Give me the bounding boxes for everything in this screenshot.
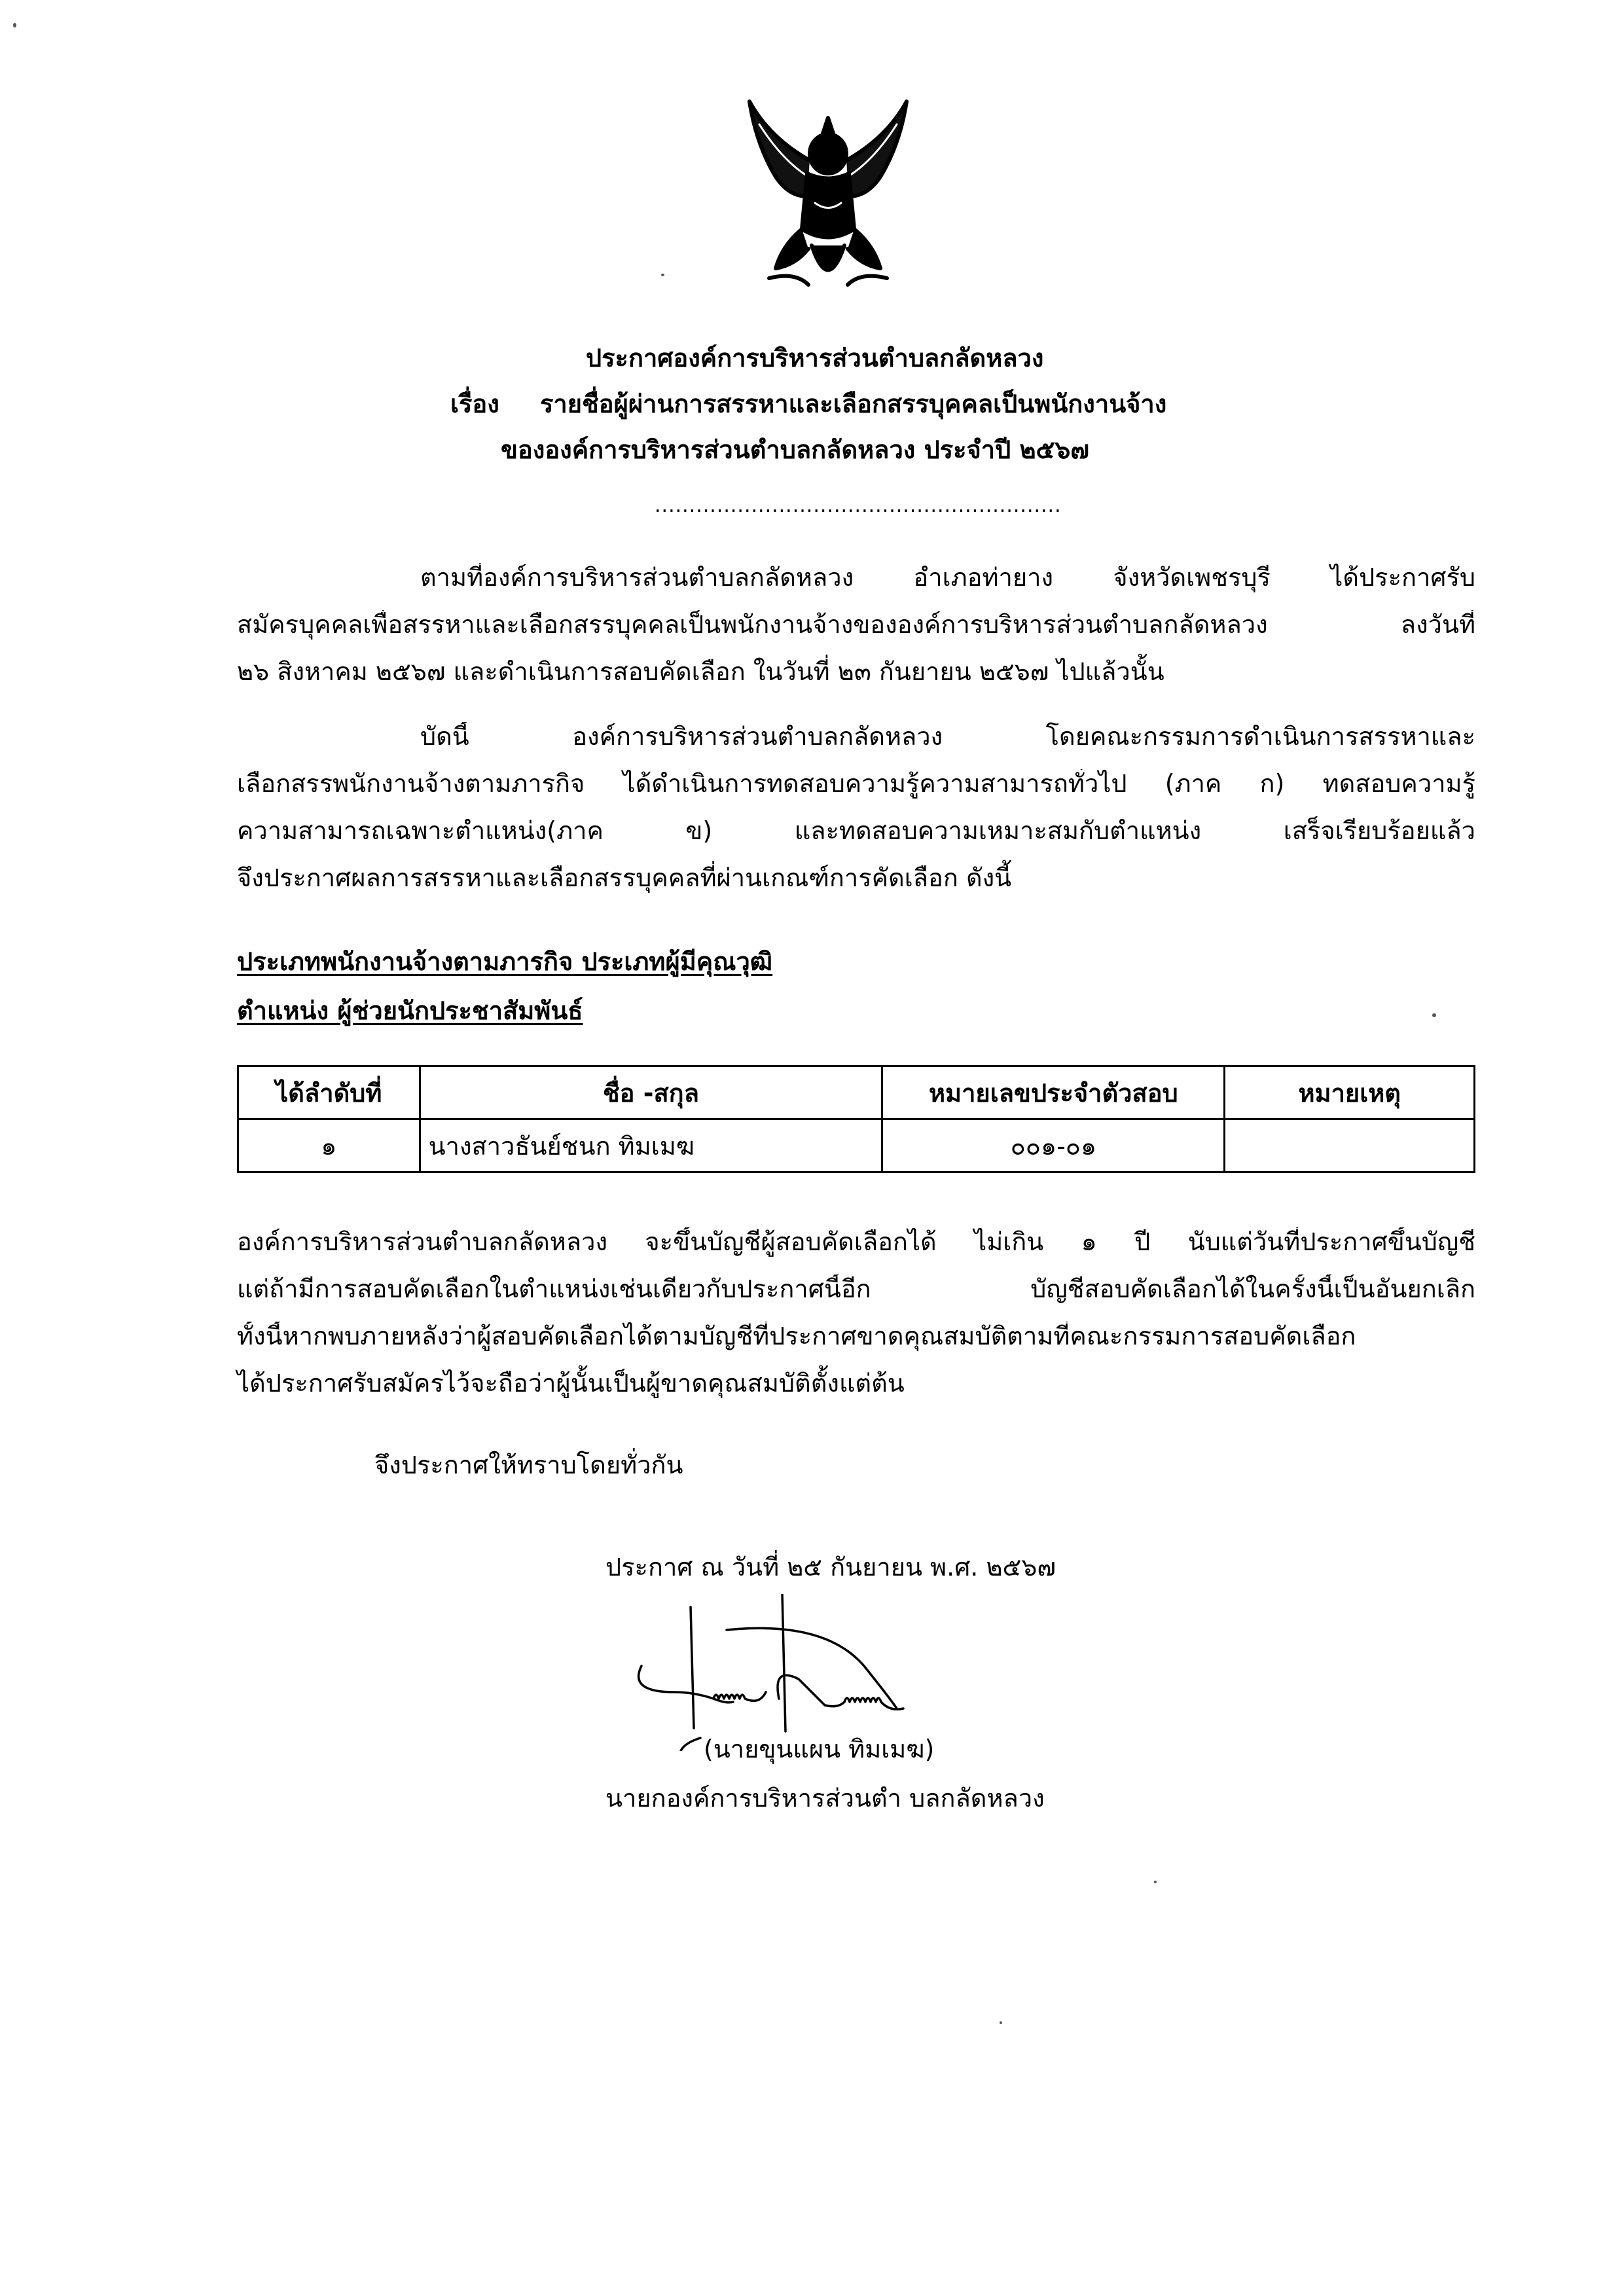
- paragraph-1-line-1: ตามที่องค์การบริหารส่วนตำบลกลัดหลวง อำเภอท่ายาง จังหวัดเพชรบุรี ได้ประกาศรับ: [420, 563, 1475, 592]
- employee-category: ประเภทพนักงานจ้างตามภารกิจ ประเภทผู้มีคุณวุฒิ: [237, 947, 773, 976]
- signature-icon: [628, 1594, 1021, 1751]
- subject-label: เรื่อง: [450, 389, 499, 418]
- results-table: [237, 1065, 1475, 1173]
- scan-speck: [1000, 2021, 1002, 2024]
- cell-name: นางสาวธันย์ชนก ทิมเมฆ: [420, 1119, 882, 1172]
- table-header-row: [238, 1066, 1475, 1119]
- cell-exam-number: ๐๐๑-๐๑: [882, 1119, 1225, 1172]
- paragraph-3-line-1: องค์การบริหารส่วนตำบลกลัดหลวง จะขึ้นบัญชีผู้สอบคัดเลือกได้ ไม่เกิน ๑ ปี นับแต่วันที่ประกาศขึ้นบัญชี: [237, 1227, 1475, 1256]
- table-row: [238, 1119, 1475, 1172]
- announcement-title: ประกาศองค์การบริหารส่วนตำบลกลัดหลวง: [586, 344, 1044, 372]
- paragraph-1-line-3: ๒๖ สิงหาคม ๒๕๖๗ และดำเนินการสอบคัดเลือก ในวันที่ ๒๓ กันยายน ๒๕๖๗ ไปแล้วนั้น: [237, 657, 1164, 686]
- scan-speck: [13, 23, 16, 27]
- separator-dots: ...........................................................: [655, 494, 1062, 517]
- closing-statement: จึงประกาศให้ทราบโดยทั่วกัน: [374, 1451, 683, 1479]
- paragraph-3-line-2: แต่ถ้ามีการสอบคัดเลือกในตำแหน่งเช่นเดียวกับประกาศนี้อีก บัญชีสอบคัดเลือกได้ในครั้งนี้เป็นอันยกเลิก: [237, 1274, 1475, 1303]
- signer-name: (นายขุนแผน ทิมเมฆ): [704, 1735, 935, 1763]
- cell-rank: ๑: [238, 1119, 420, 1172]
- paragraph-2-line-4: จึงประกาศผลการสรรหาและเลือกสรรบุคคลที่ผ่านเกณฑ์การคัดเลือก ดังนี้: [237, 863, 1012, 892]
- paragraph-2-line-3: ความสามารถเฉพาะตำแหน่ง(ภาค ข) และทดสอบความเหมาะสมกับตำแหน่ง เสร็จเรียบร้อยแล้ว: [237, 816, 1475, 845]
- paragraph-2-line-1: บัดนี้ องค์การบริหารส่วนตำบลกลัดหลวง โดยคณะกรรมการดำเนินการสรรหาและ: [420, 722, 1475, 751]
- scan-speck: [1154, 1881, 1157, 1883]
- header-note: หมายเหตุ: [1225, 1066, 1475, 1119]
- paragraph-1-line-2: สมัครบุคคลเพื่อสรรหาและเลือกสรรบุคคลเป็นพนักงานจ้างขององค์การบริหารส่วนตำบลกลัดหลวง ลงวันที่: [237, 610, 1475, 639]
- subject-line-1: รายชื่อผู้ผ่านการสรรหาและเลือกสรรบุคคลเป็นพนักงานจ้าง: [540, 389, 1167, 418]
- paragraph-3-line-3: ทั้งนี้หากพบภายหลังว่าผู้สอบคัดเลือกได้ตามบัญชีที่ประกาศขาดคุณสมบัติตามที่คณะกรรมการสอบคัดเลือก: [237, 1322, 1356, 1350]
- header-rank: ได้ลำดับที่: [238, 1066, 420, 1119]
- subject-line-2: ขององค์การบริหารส่วนตำบลกลัดหลวง ประจำปี ๒๕๖๗: [501, 435, 1089, 464]
- paragraph-3-line-4: ได้ประกาศรับสมัครไว้จะถือว่าผู้นั้นเป็นผู้ขาดคุณสมบัติตั้งแต่ต้น: [237, 1369, 905, 1398]
- paragraph-2-line-2: เลือกสรรพนักงานจ้างตามภารกิจ ได้ดำเนินการทดสอบความรู้ความสามารถทั่วไป (ภาค ก) ทดสอบความรู้: [237, 769, 1475, 798]
- announcement-date: ประกาศ ณ วันที่ ๒๕ กันยายน พ.ศ. ๒๕๖๗: [605, 1553, 1056, 1581]
- position-title: ตำแหน่ง ผู้ช่วยนักประชาสัมพันธ์: [237, 996, 583, 1025]
- header-name: ชื่อ -สกุล: [420, 1066, 882, 1119]
- scan-speck: [661, 274, 664, 276]
- scan-speck: [1432, 1013, 1436, 1017]
- signer-title: นายกองค์การบริหารส่วนตำ บลกลัดหลวง: [605, 1784, 1045, 1813]
- garuda-emblem-icon: [730, 98, 926, 301]
- header-exam-number: หมายเลขประจำตัวสอบ: [882, 1066, 1225, 1119]
- cell-note: [1225, 1119, 1475, 1172]
